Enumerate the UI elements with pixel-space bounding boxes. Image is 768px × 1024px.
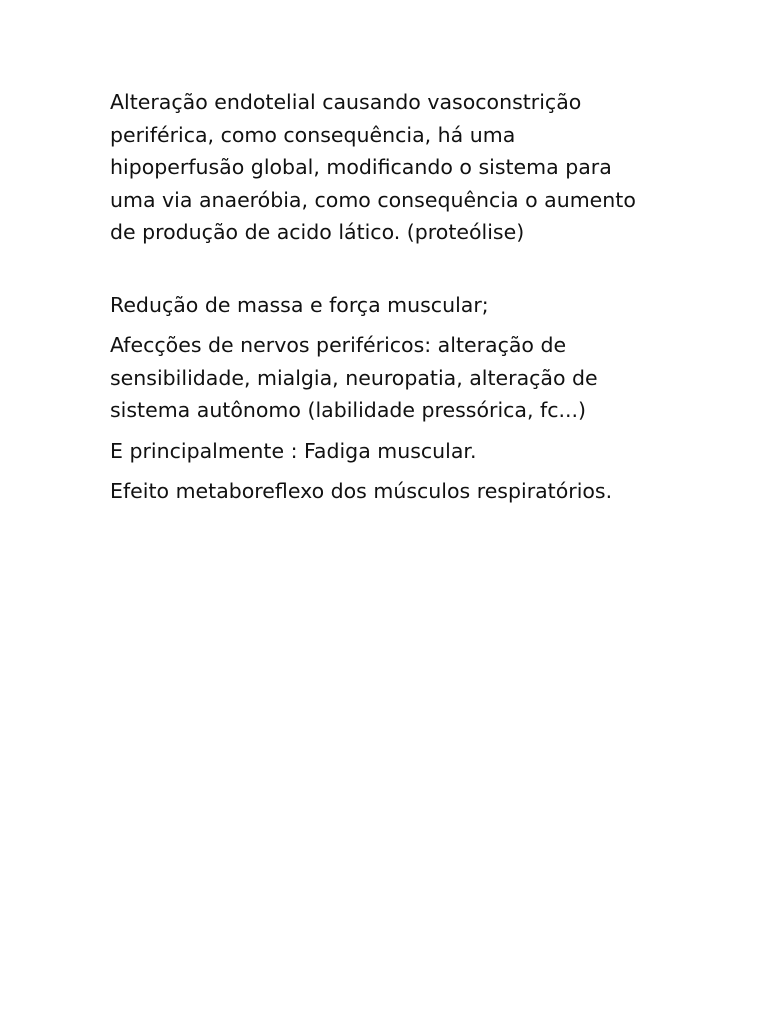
paragraph-spacer — [110, 249, 710, 289]
document-body — [110, 86, 710, 508]
text-line: de produção de acido lático. (proteólise) — [110, 220, 525, 244]
text-line: hipoperfusão global, modificando o sistema para — [110, 155, 612, 179]
text-line: Alteração endotelial causando vasoconstrição — [110, 90, 582, 114]
paragraph-spacer — [110, 467, 710, 475]
paragraph-endothelial-alteration — [110, 86, 710, 249]
text-line: periférica, como consequência, há uma — [110, 122, 516, 147]
text-line: Afecções de nervos periféricos: alteração de — [110, 333, 567, 357]
paragraph-muscle-reduction — [110, 289, 710, 322]
text-line: E principalmente : Fadiga muscular. — [110, 438, 477, 463]
paragraph-fatigue — [110, 435, 710, 468]
paragraph-spacer — [110, 321, 710, 329]
paragraph-metaboreflex — [110, 475, 710, 508]
text-line: Efeito metaboreflexo dos músculos respiratórios. — [110, 479, 613, 503]
paragraph-peripheral-nerves — [110, 329, 710, 427]
text-line: uma via anaeróbia, como consequência o aumento — [110, 187, 636, 212]
paragraph-spacer — [110, 427, 710, 435]
text-line: sistema autônomo (labilidade pressórica, fc...) — [110, 398, 587, 422]
text-line: sensibilidade, mialgia, neuropatia, alteração de — [110, 365, 598, 390]
text-line: Redução de massa e força muscular; — [110, 292, 489, 317]
